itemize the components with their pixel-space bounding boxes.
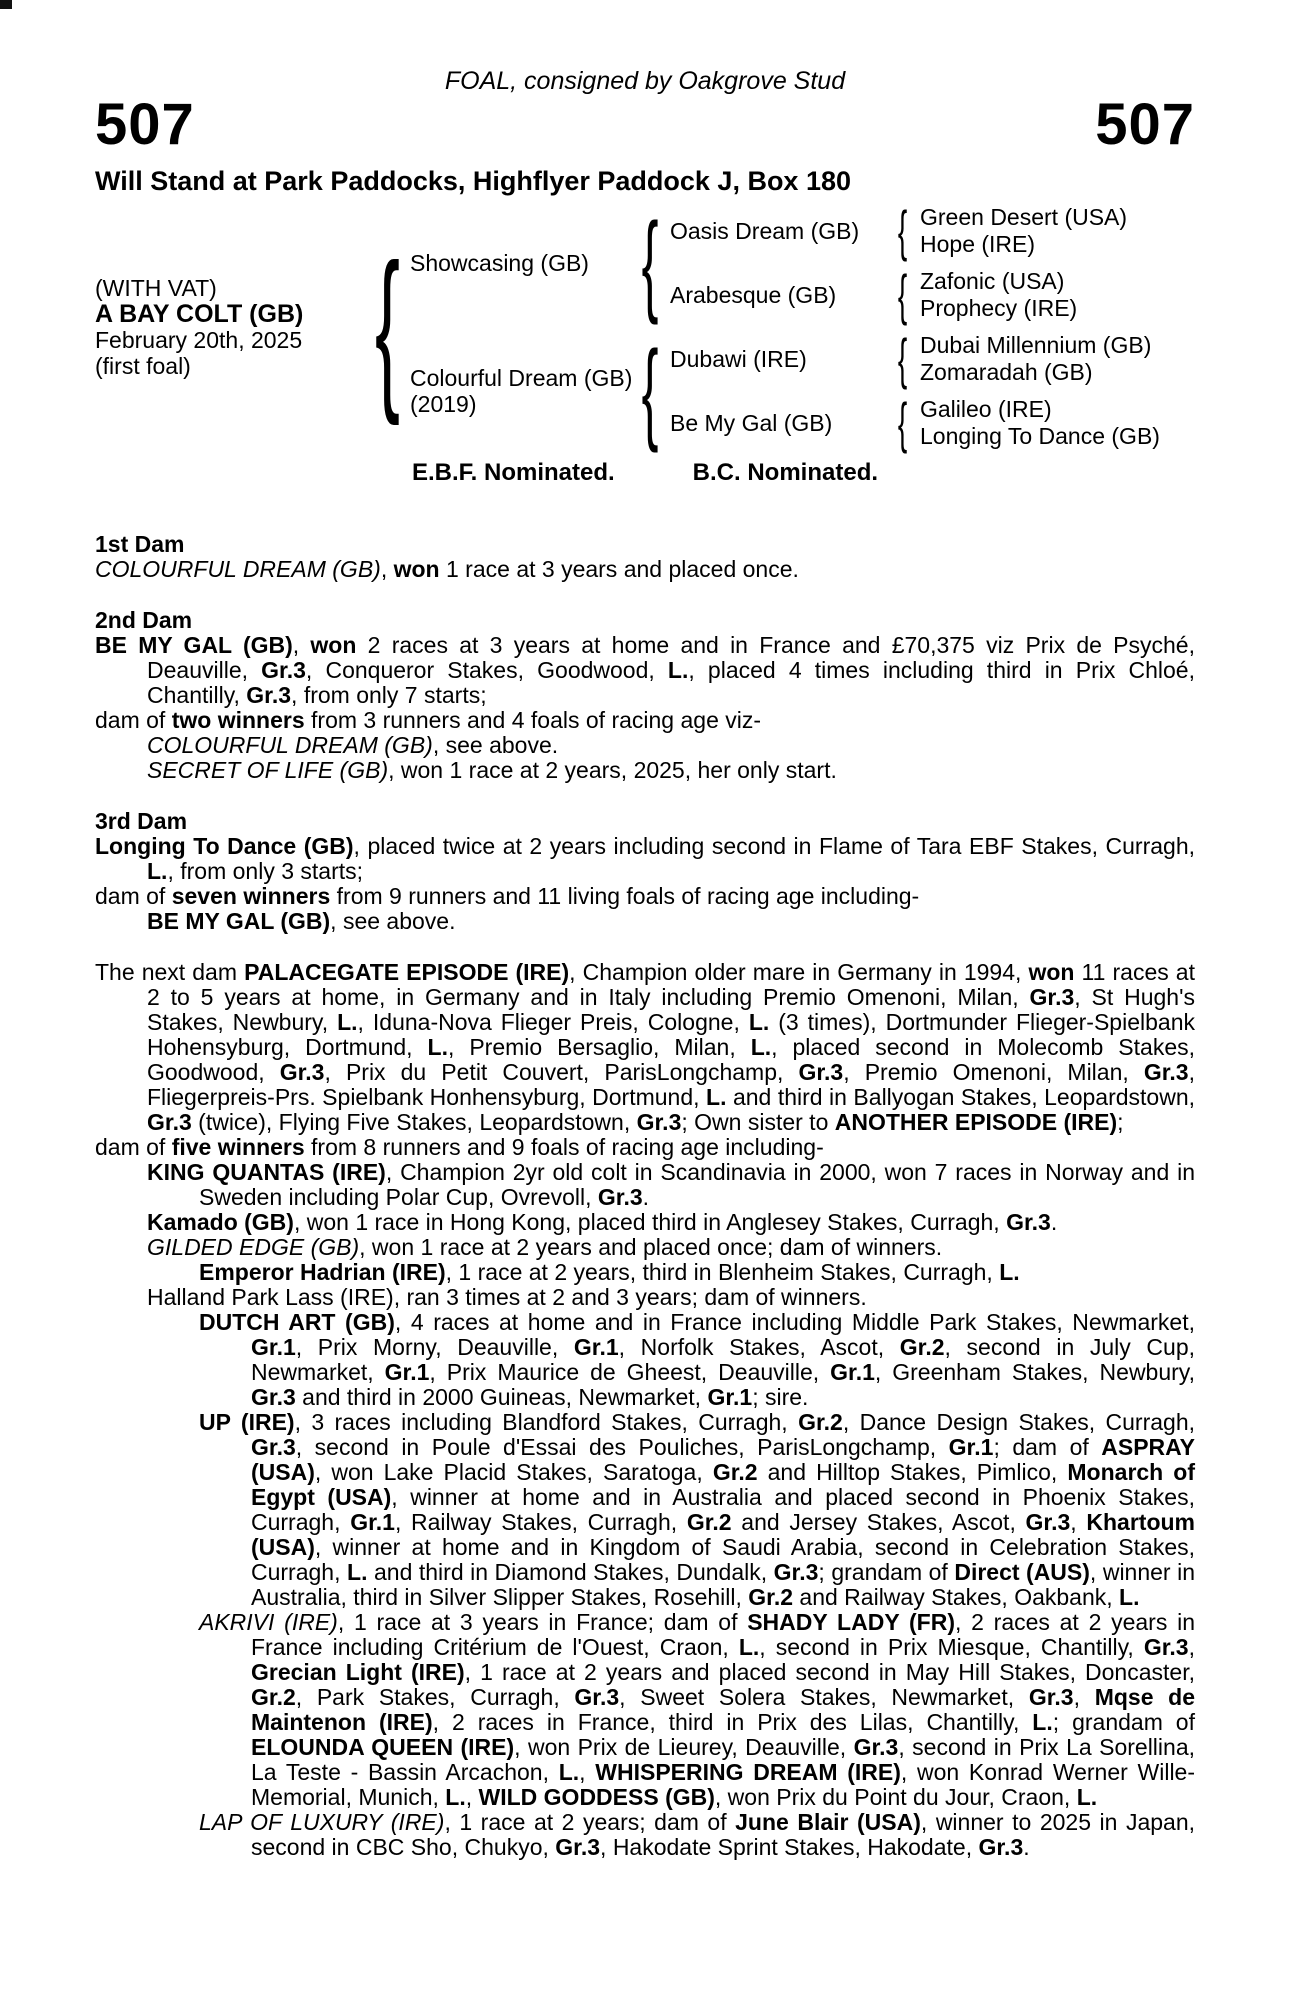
text-segment: ; sire.	[752, 1384, 809, 1410]
pedigree-row	[670, 263, 1195, 326]
text-segment: , winner at home and in Kingdom of Saudi Arabia, second in Celebration Stakes, Curragh,	[251, 1534, 1195, 1585]
text-segment: , winner in Australia, third in Silver Slipper Stakes, Rosehill,	[251, 1559, 1196, 1610]
text-segment: Grecian Light (IRE)	[251, 1659, 465, 1685]
great-grandparents	[920, 396, 1195, 450]
produce-record	[147, 1160, 1195, 1210]
text-segment: L.	[1032, 1709, 1053, 1735]
subject-name: A BAY COLT (GB)	[95, 300, 304, 328]
text-segment: , second in Prix Miesque, Chantilly,	[759, 1634, 1144, 1660]
pedigree-row	[670, 391, 1195, 454]
text-segment: AKRIVI (IRE)	[199, 1609, 338, 1635]
text-segment: , Prix Maurice de Gheest, Deauville,	[429, 1359, 831, 1385]
text-segment: Gr.1	[948, 1434, 994, 1460]
text-segment: Gr.3	[574, 1684, 620, 1710]
text-segment: Khartoum (USA)	[251, 1509, 1196, 1560]
ancestor-name: Prophecy (IRE)	[920, 295, 1078, 321]
text-segment: L.	[445, 1784, 466, 1810]
produce-record	[147, 1235, 1195, 1260]
text-segment: , placed second in Molecomb Stakes, Goodwood,	[147, 1034, 1196, 1085]
text-segment: , Norfolk Stakes, Ascot,	[618, 1334, 900, 1360]
text-segment: Gr.3	[251, 1384, 296, 1410]
text-segment: KING QUANTAS (IRE)	[147, 1159, 386, 1185]
text-segment: , St Hugh's Stakes, Newbury,	[147, 984, 1195, 1035]
text-segment: , placed 4 times including third in Prix Chloé, Chantilly,	[147, 657, 1195, 708]
produce-record	[199, 1810, 1195, 1860]
text-segment: L.	[337, 1009, 358, 1035]
next-dam-record	[95, 960, 1195, 1135]
text-segment: Gr.3	[798, 1059, 844, 1085]
text-segment: , 3 races including Blandford Stakes, Curragh,	[294, 1409, 799, 1435]
great-grandparents	[920, 268, 1195, 322]
text-segment: and Hilltop Stakes, Pimlico,	[757, 1459, 1068, 1485]
brace-icon: {	[641, 200, 659, 325]
text-segment: ,	[1188, 1634, 1195, 1660]
text-segment: BE MY GAL (GB)	[95, 632, 293, 658]
text-segment: , Prix Morny, Deauville,	[295, 1334, 574, 1360]
text-segment: L.	[1076, 1784, 1098, 1810]
great-grandparents	[920, 204, 1195, 258]
text-segment: GILDED EDGE (GB)	[147, 1234, 360, 1260]
text-segment: Gr.3	[1025, 1509, 1071, 1535]
granddam-name: Arabesque (GB)	[670, 281, 837, 308]
brace-icon: {	[897, 263, 908, 326]
text-segment: LAP OF LUXURY (IRE)	[199, 1809, 445, 1835]
text-segment: Kamado (GB)	[147, 1209, 294, 1235]
text-segment: L.	[999, 1259, 1020, 1285]
text-segment: Gr.2	[748, 1584, 794, 1610]
dam-of-line	[95, 708, 1195, 733]
text-segment: 1 race at 3 years and placed once.	[439, 556, 799, 582]
text-segment: , Railway Stakes, Curragh,	[394, 1509, 687, 1535]
pedigree-generations	[410, 199, 1195, 454]
text-segment: and third in Ballyogan Stakes, Leopardstown,	[726, 1084, 1195, 1110]
ancestor-name: Zafonic (USA)	[920, 268, 1065, 294]
text-segment: Gr.3	[1006, 1209, 1051, 1235]
text-segment: June Blair (USA)	[735, 1809, 921, 1835]
produce-record	[147, 733, 1195, 758]
text-segment: L.	[748, 1009, 770, 1035]
text-segment: and Railway Stakes, Oakbank,	[793, 1584, 1120, 1610]
text-segment: .	[1023, 1834, 1030, 1860]
dam-heading: 3rd Dam	[95, 808, 188, 834]
text-segment: ;	[1117, 1109, 1124, 1135]
brace-icon: {	[375, 227, 400, 426]
text-segment: ; grandam of	[818, 1559, 955, 1585]
text-segment: Gr.3	[853, 1734, 899, 1760]
text-segment: Emperor Hadrian (IRE)	[199, 1259, 446, 1285]
text-segment: , from only 7 starts;	[291, 682, 487, 708]
text-segment: , won Lake Placid Stakes, Saratoga,	[314, 1459, 713, 1485]
text-segment: L.	[667, 657, 689, 683]
dam-record	[95, 834, 1195, 884]
text-segment: , 2 races in France, third in Prix des Lilas, Chantilly,	[432, 1709, 1033, 1735]
text-segment: Gr.1	[707, 1384, 753, 1410]
subject-vat-note: (WITH VAT)	[95, 275, 217, 301]
dam-parents	[670, 327, 1195, 454]
text-segment: , Iduna-Nova Flieger Preis, Cologne,	[357, 1009, 749, 1035]
text-segment: from 8 runners and 9 foals of racing age including-	[304, 1134, 824, 1160]
text-segment: , second in Prix La Sorellina, La Teste - Bassin Arcachon,	[251, 1734, 1195, 1785]
text-segment: won	[310, 632, 357, 658]
text-segment: PALACEGATE EPISODE (IRE)	[244, 959, 570, 985]
text-segment: Gr.2	[712, 1459, 758, 1485]
pedigree-subject	[95, 275, 365, 379]
text-segment: .	[642, 1184, 650, 1210]
dam-year: (2019)	[410, 391, 477, 417]
produce-record	[199, 1310, 1195, 1410]
text-segment: ,	[380, 556, 394, 582]
text-segment: Gr.2	[251, 1684, 296, 1710]
text-segment: Halland Park Lass (IRE), ran 3 times at 2 and 3 years; dam of winners.	[147, 1284, 867, 1310]
ancestor-name: Dubai Millennium (GB)	[920, 332, 1152, 358]
text-segment: Gr.3	[246, 682, 292, 708]
text-segment: ASPRAY (USA)	[251, 1434, 1195, 1485]
text-segment: L.	[558, 1759, 580, 1785]
text-segment: SECRET OF LIFE (GB)	[147, 757, 389, 783]
text-segment: L.	[706, 1084, 727, 1110]
text-segment: , won 1 race in Hong Kong, placed third in Anglesey Stakes, Curragh,	[293, 1209, 1007, 1235]
text-segment: SHADY LADY (FR)	[747, 1609, 955, 1635]
dam-cell	[410, 365, 633, 417]
scan-corner-mark	[0, 0, 12, 9]
text-segment: , Park Stakes, Curragh,	[295, 1684, 575, 1710]
text-segment: COLOURFUL DREAM (GB)	[95, 556, 381, 582]
granddam-name: Be My Gal (GB)	[670, 409, 833, 436]
text-segment: Gr.3	[597, 1184, 643, 1210]
text-segment: Gr.2	[798, 1409, 843, 1435]
text-segment: seven winners	[171, 883, 331, 909]
text-segment: Gr.3	[251, 1434, 296, 1460]
pedigree-sire-half	[410, 199, 1195, 326]
text-segment: ; Own sister to	[681, 1109, 835, 1135]
sire-name: Showcasing (GB)	[410, 250, 589, 276]
consignor-line: FOAL, consigned by Oakgrove Stud	[444, 67, 846, 95]
text-segment: COLOURFUL DREAM (GB)	[147, 732, 433, 758]
text-segment: 11 races at 2 to 5 years at home, in Germany and in Italy including Premio Omenoni, Milan,	[147, 959, 1195, 1010]
text-segment: UP (IRE)	[199, 1409, 295, 1435]
ancestor-name: Zomaradah (GB)	[920, 359, 1093, 385]
text-segment: WHISPERING DREAM (IRE)	[595, 1759, 901, 1785]
stand-location-line: Will Stand at Park Paddocks, Highflyer Paddock J, Box 180	[95, 166, 851, 196]
text-segment: , second in July Cup, Newmarket,	[251, 1334, 1195, 1385]
text-segment: L.	[750, 1034, 772, 1060]
pedigree-dam-half	[410, 327, 1195, 454]
text-segment: , 1 race at 2 years and placed second in May Hill Stakes, Doncaster,	[464, 1659, 1195, 1685]
dam-of-line	[95, 1135, 1195, 1160]
text-segment: and Jersey Stakes, Ascot,	[731, 1509, 1026, 1535]
bc-nomination: B.C. Nominated.	[692, 459, 879, 486]
text-segment: , 2 races at 2 years in France including Critérium de l'Ouest, Craon,	[251, 1609, 1195, 1660]
text-segment: , 1 race at 3 years in France; dam of	[337, 1609, 748, 1635]
dam-heading: 2nd Dam	[95, 607, 193, 633]
brace-icon: {	[897, 199, 908, 262]
text-segment: won	[1028, 959, 1075, 985]
text-segment: Gr.3	[147, 1109, 192, 1135]
text-segment: 2 races at 3 years at home and in France and £70,375 viz Prix de Psyché, Deauville,	[147, 632, 1195, 683]
text-segment: , Greenham Stakes, Newbury,	[874, 1359, 1195, 1385]
text-segment: Gr.3	[555, 1834, 601, 1860]
grandsire-name: Oasis Dream (GB)	[670, 217, 860, 244]
text-segment: DUTCH ART (GB)	[199, 1309, 395, 1335]
text-segment: The next dam	[95, 959, 245, 985]
text-segment: Gr.3	[636, 1109, 682, 1135]
text-segment: , Sweet Solera Stakes, Newmarket,	[619, 1684, 1029, 1710]
produce-record	[199, 1410, 1195, 1610]
text-segment: , Dance Design Stakes, Curragh,	[842, 1409, 1196, 1435]
text-segment: , Premio Omenoni, Milan,	[843, 1059, 1144, 1085]
lot-number-row	[95, 92, 1195, 157]
pedigree-table	[95, 199, 1195, 454]
text-segment: ; dam of	[993, 1434, 1102, 1460]
text-segment: ,	[1073, 1684, 1095, 1710]
text-segment: Gr.1	[384, 1359, 430, 1385]
text-segment: .	[1050, 1209, 1058, 1235]
text-segment: , winner to 2025 in Japan, second in CBC Sho, Chukyo,	[251, 1809, 1196, 1860]
brace-icon: {	[897, 391, 908, 454]
text-segment: dam of	[95, 1134, 172, 1160]
grandsire-name: Dubawi (IRE)	[670, 345, 807, 372]
sire-cell	[410, 250, 630, 276]
text-segment: BE MY GAL (GB)	[147, 908, 331, 934]
text-segment: from 3 runners and 4 foals of racing age viz-	[304, 707, 762, 733]
text-segment: ,	[292, 632, 311, 658]
text-segment: two winners	[171, 707, 305, 733]
text-segment: and third in Diamond Stakes, Dundalk,	[367, 1559, 774, 1585]
text-segment: , Champion 2yr old colt in Scandinavia in 2000, won 7 races in Norway and in Sweden including Polar Cup, Ovrevoll,	[199, 1159, 1195, 1210]
text-segment: , 1 race at 2 years; dam of	[444, 1809, 736, 1835]
text-segment: Gr.2	[686, 1509, 732, 1535]
text-segment: Mqse de Maintenon (IRE)	[251, 1684, 1196, 1735]
text-segment: , see above.	[432, 732, 559, 758]
nominations-line	[95, 460, 1195, 486]
text-segment: L.	[147, 858, 168, 884]
text-segment: L.	[1119, 1584, 1140, 1610]
dam-record	[95, 557, 1195, 582]
lot-number-right: 507	[1095, 92, 1195, 157]
dam-record	[95, 633, 1195, 708]
text-segment: Gr.2	[899, 1334, 945, 1360]
text-segment: ; grandam of	[1052, 1709, 1195, 1735]
text-segment: from 9 runners and 11 living foals of racing age including-	[330, 883, 920, 909]
text-segment: Longing To Dance (GB)	[95, 833, 354, 859]
text-segment: Gr.1	[350, 1509, 395, 1535]
text-segment: , Premio Bersaglio, Milan,	[447, 1034, 751, 1060]
produce-record	[147, 758, 1195, 783]
pedigree-row	[670, 199, 1195, 262]
text-segment: , 4 races at home and in France including Middle Park Stakes, Newmarket,	[394, 1309, 1195, 1335]
text-segment: won	[393, 556, 440, 582]
text-segment: WILD GODDESS (GB)	[478, 1784, 715, 1810]
text-segment: L.	[427, 1034, 448, 1060]
text-segment: , won Prix du Point du Jour, Craon,	[714, 1784, 1077, 1810]
produce-record	[199, 1610, 1195, 1810]
text-segment: L.	[738, 1634, 760, 1660]
text-segment: , Champion older mare in Germany in 1994,	[569, 959, 1029, 985]
text-segment: Monarch of Egypt (USA)	[251, 1459, 1196, 1510]
text-segment: , won Konrad Werner Wille-Memorial, Munich,	[251, 1759, 1196, 1810]
text-segment: , won Prix de Lieurey, Deauville,	[514, 1734, 854, 1760]
text-segment: , placed twice at 2 years including second in Flame of Tara EBF Stakes, Curragh,	[353, 833, 1195, 859]
text-segment: Gr.3	[1143, 1634, 1189, 1660]
subject-foal-note: (first foal)	[95, 353, 191, 379]
text-segment: dam of	[95, 707, 172, 733]
dam-of-line	[95, 884, 1195, 909]
produce-record	[199, 1260, 1195, 1285]
ancestor-name: Galileo (IRE)	[920, 396, 1052, 422]
text-segment: , Hakodate Sprint Stakes, Hakodate,	[600, 1834, 979, 1860]
produce-record	[147, 909, 1195, 934]
text-segment: (3 times), Dortmunder Flieger-Spielbank Hohensyburg, Dortmund,	[147, 1009, 1195, 1060]
text-segment: ANOTHER EPISODE (IRE)	[834, 1109, 1118, 1135]
text-segment: , second in Poule d'Essai des Pouliches, ParisLongchamp,	[295, 1434, 949, 1460]
brace-icon: {	[641, 328, 659, 453]
text-segment: Gr.3	[261, 657, 306, 683]
catalogue-body	[95, 532, 1195, 1860]
text-segment: , Prix du Petit Couvert, ParisLongchamp,	[324, 1059, 799, 1085]
text-segment: and third in 2000 Guineas, Newmarket,	[295, 1384, 708, 1410]
text-segment: Gr.3	[1029, 984, 1075, 1010]
text-segment: (twice), Flying Five Stakes, Leopardstown,	[191, 1109, 637, 1135]
text-segment: Gr.1	[830, 1359, 875, 1385]
text-segment: L.	[347, 1559, 368, 1585]
text-segment: ,	[579, 1759, 596, 1785]
text-segment: , see above.	[330, 908, 456, 934]
text-segment: ELOUNDA QUEEN (IRE)	[251, 1734, 515, 1760]
text-segment: Gr.3	[978, 1834, 1024, 1860]
ancestor-name: Green Desert (USA)	[920, 204, 1128, 230]
text-segment: , won 1 race at 2 years, 2025, her only start.	[388, 757, 837, 783]
lot-number-left: 507	[95, 92, 195, 157]
text-segment: Gr.3	[1028, 1684, 1074, 1710]
text-segment: ,	[465, 1784, 479, 1810]
produce-record	[147, 1285, 1195, 1310]
dam-heading: 1st Dam	[95, 531, 185, 557]
text-segment: Gr.1	[573, 1334, 619, 1360]
dam-name: Colourful Dream (GB)	[410, 365, 633, 391]
ancestor-name: Longing To Dance (GB)	[920, 423, 1160, 449]
text-segment: five winners	[171, 1134, 305, 1160]
pedigree-row	[670, 327, 1195, 390]
text-segment: , 1 race at 2 years, third in Blenheim Stakes, Curragh,	[445, 1259, 1000, 1285]
text-segment: Direct (AUS)	[954, 1559, 1090, 1585]
text-segment: dam of	[95, 883, 172, 909]
text-segment: , from only 3 starts;	[167, 858, 364, 884]
text-segment: Gr.3	[279, 1059, 325, 1085]
text-segment: , won 1 race at 2 years and placed once; dam of winners.	[359, 1234, 943, 1260]
text-segment: ,	[1070, 1509, 1087, 1535]
text-segment: Gr.3	[773, 1559, 819, 1585]
sire-parents	[670, 199, 1195, 326]
brace-icon: {	[897, 327, 908, 390]
produce-record	[147, 1210, 1195, 1235]
great-grandparents	[920, 332, 1195, 386]
text-segment: , Conqueror Stakes, Goodwood,	[305, 657, 668, 683]
text-segment: , Fliegerpreis-Prs. Spielbank Honhensyburg, Dortmund,	[147, 1059, 1195, 1110]
subject-foaling-date: February 20th, 2025	[95, 327, 303, 353]
text-segment: Gr.1	[251, 1334, 296, 1360]
text-segment: Gr.3	[1143, 1059, 1189, 1085]
ebf-nomination: E.B.F. Nominated.	[411, 459, 615, 486]
text-segment: , winner at home and in Australia and placed second in Phoenix Stakes, Curragh,	[251, 1484, 1195, 1535]
ancestor-name: Hope (IRE)	[920, 231, 1036, 257]
